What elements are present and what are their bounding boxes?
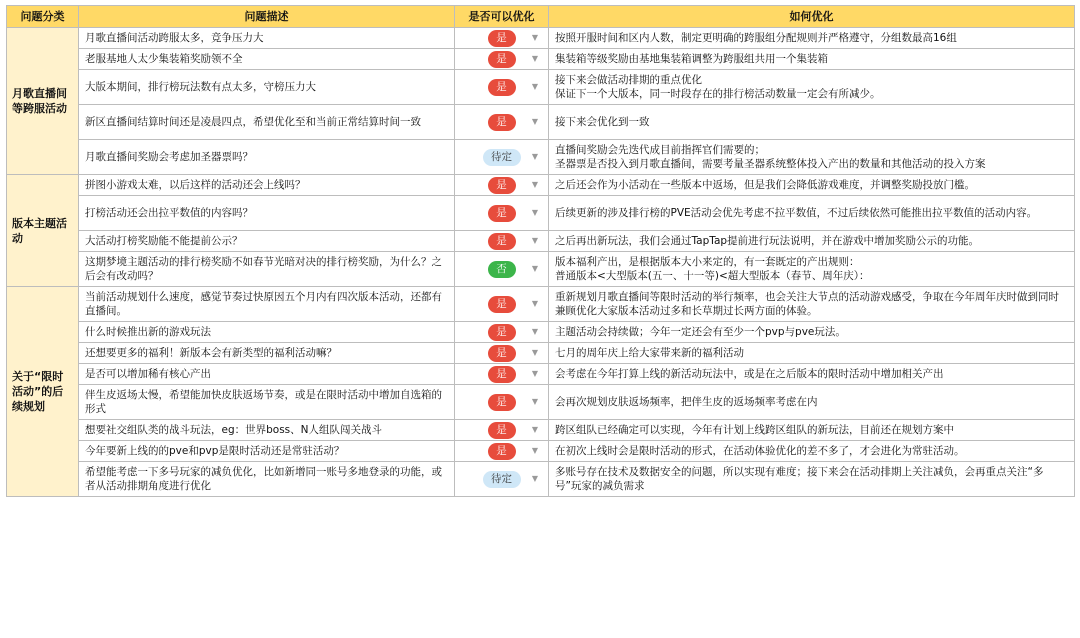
question-cell: 什么时候推出新的游戏玩法	[79, 322, 455, 343]
table-row	[7, 322, 1075, 343]
optimizable-dropdown[interactable]	[455, 231, 549, 252]
question-cell: 还想要更多的福利！新版本会有新类型的福利活动嘛？	[79, 343, 455, 364]
table-row	[7, 343, 1075, 364]
solution-cell: 跨区组队已经确定可以实现，今年有计划上线跨区组队的新玩法，目前还在规划方案中	[549, 420, 1075, 441]
header-row	[7, 6, 1075, 28]
solution-cell: 后续更新的涉及排行榜的PVE活动会优先考虑不拉平数值，不过后续依然可能推出拉平数值的活动内容。	[549, 196, 1075, 231]
status-badge: 是	[488, 394, 516, 411]
status-badge: 是	[488, 366, 516, 383]
chevron-down-icon[interactable]: ▼	[531, 236, 538, 245]
table-row	[7, 49, 1075, 70]
question-cell: 老服基地人太少集装箱奖励领不全	[79, 49, 455, 70]
question-cell: 大版本期间，排行榜玩法数有点太多，守榜压力大	[79, 70, 455, 105]
table-row	[7, 420, 1075, 441]
solution-cell: 在初次上线时会是限时活动的形式，在活动体验优化的差不多了，才会进化为常驻活动。	[549, 441, 1075, 462]
question-cell: 月歌直播间奖励会考虑加圣器票吗？	[79, 140, 455, 175]
optimizable-dropdown[interactable]	[455, 49, 549, 70]
table-row	[7, 175, 1075, 196]
header-description: 问题描述	[79, 6, 455, 28]
table-row	[7, 196, 1075, 231]
chevron-down-icon[interactable]: ▼	[531, 397, 538, 406]
chevron-down-icon[interactable]: ▼	[531, 82, 538, 91]
status-badge: 是	[488, 345, 516, 362]
status-badge: 是	[488, 422, 516, 439]
status-badge: 是	[488, 296, 516, 313]
solution-cell: 集装箱等级奖励由基地集装箱调整为跨服组共用一个集装箱	[549, 49, 1075, 70]
chevron-down-icon[interactable]: ▼	[531, 327, 538, 336]
question-cell: 是否可以增加稀有核心产出	[79, 364, 455, 385]
chevron-down-icon[interactable]: ▼	[531, 348, 538, 357]
table-row	[7, 105, 1075, 140]
status-badge: 待定	[483, 471, 521, 488]
chevron-down-icon[interactable]: ▼	[531, 299, 538, 308]
optimizable-dropdown[interactable]	[455, 441, 549, 462]
table-body	[7, 28, 1075, 497]
optimizable-dropdown[interactable]	[455, 364, 549, 385]
status-badge: 否	[488, 261, 516, 278]
status-badge: 是	[488, 177, 516, 194]
solution-cell: 接下来会优化到一致	[549, 105, 1075, 140]
chevron-down-icon[interactable]: ▼	[531, 208, 538, 217]
solution-cell: 之后还会作为小活动在一些版本中返场，但是我们会降低游戏难度，并调整奖励投放门槛。	[549, 175, 1075, 196]
table-row	[7, 70, 1075, 105]
chevron-down-icon[interactable]: ▼	[531, 264, 538, 273]
solution-cell: 会再次规划皮肤返场频率，把伴生皮的返场频率考虑在内	[549, 385, 1075, 420]
solution-cell: 重新规划月歌直播间等限时活动的举行频率，也会关注大节点的活动游戏感受，争取在今年周年庆时做到同时兼顾优化大家版本活动过多和长草期过长两方面的体验。	[549, 287, 1075, 322]
solution-cell: 直播间奖励会先迭代成目前指挥官们需要的； 圣器票是否投入到月歌直播间，需要考量圣器系统整体投入产出的数量和其他活动的投入方案	[549, 140, 1075, 175]
status-badge: 是	[488, 30, 516, 47]
table-row	[7, 287, 1075, 322]
optimizable-dropdown[interactable]	[455, 28, 549, 49]
table-row	[7, 462, 1075, 497]
optimizable-dropdown[interactable]	[455, 140, 549, 175]
optimizable-dropdown[interactable]	[455, 105, 549, 140]
category-cell: 关于“限时活动”的后续规划	[7, 287, 79, 497]
question-cell: 拼图小游戏太难，以后这样的活动还会上线吗？	[79, 175, 455, 196]
question-cell: 当前活动规划什么速度，感觉节奏过快原因五个月内有四次版本活动，还都有直播间。	[79, 287, 455, 322]
solution-cell: 多账号存在技术及数据安全的问题，所以实现有难度；接下来会在活动排期上关注减负，会再重点关注“多号”玩家的减负需求	[549, 462, 1075, 497]
optimizable-dropdown[interactable]	[455, 252, 549, 287]
table-row	[7, 441, 1075, 462]
table-row	[7, 252, 1075, 287]
chevron-down-icon[interactable]: ▼	[531, 54, 538, 63]
status-badge: 是	[488, 233, 516, 250]
chevron-down-icon[interactable]: ▼	[531, 152, 538, 161]
chevron-down-icon[interactable]: ▼	[531, 33, 538, 42]
chevron-down-icon[interactable]: ▼	[531, 117, 538, 126]
optimizable-dropdown[interactable]	[455, 462, 549, 497]
chevron-down-icon[interactable]: ▼	[531, 446, 538, 455]
optimizable-dropdown[interactable]	[455, 287, 549, 322]
header-category: 问题分类	[7, 6, 79, 28]
solution-cell: 版本福利产出，是根据版本大小来定的，有一套既定的产出规则： 普通版本<大型版本(五一、十一等)<超大型版本（春节、周年庆）：	[549, 252, 1075, 287]
question-cell: 想要社交组队类的战斗玩法，eg：世界boss、N人组队闯关战斗	[79, 420, 455, 441]
question-cell: 今年要新上线的的pve和pvp是限时活动还是常驻活动？	[79, 441, 455, 462]
table-row	[7, 364, 1075, 385]
chevron-down-icon[interactable]: ▼	[531, 474, 538, 483]
category-cell: 月歌直播间等跨服活动	[7, 28, 79, 175]
header-optimizable: 是否可以优化	[455, 6, 549, 28]
chevron-down-icon[interactable]: ▼	[531, 180, 538, 189]
feedback-table	[6, 5, 1075, 497]
chevron-down-icon[interactable]: ▼	[531, 425, 538, 434]
solution-cell: 之后再出新玩法，我们会通过TapTap提前进行玩法说明，并在游戏中增加奖励公示的功能。	[549, 231, 1075, 252]
question-cell: 新区直播间结算时间还是凌晨四点，希望优化至和当前正常结算时间一致	[79, 105, 455, 140]
optimizable-dropdown[interactable]	[455, 420, 549, 441]
question-cell: 大活动打榜奖励能不能提前公示？	[79, 231, 455, 252]
status-badge: 待定	[483, 149, 521, 166]
status-badge: 是	[488, 51, 516, 68]
question-cell: 伴生皮返场太慢，希望能加快皮肤返场节奏，或是在限时活动中增加自选箱的形式	[79, 385, 455, 420]
question-cell: 希望能考虑一下多号玩家的减负优化，比如新增同一账号多地登录的功能，或者从活动排期角度进行优化	[79, 462, 455, 497]
optimizable-dropdown[interactable]	[455, 343, 549, 364]
table-row	[7, 385, 1075, 420]
solution-cell: 七月的周年庆上给大家带来新的福利活动	[549, 343, 1075, 364]
optimizable-dropdown[interactable]	[455, 175, 549, 196]
status-badge: 是	[488, 79, 516, 96]
solution-cell: 会考虑在今年打算上线的新活动玩法中，或是在之后版本的限时活动中增加相关产出	[549, 364, 1075, 385]
solution-cell: 按照开服时间和区内人数，制定更明确的跨服组分配规则并严格遵守，分组数最高16组	[549, 28, 1075, 49]
question-cell: 打榜活动还会出拉平数值的内容吗？	[79, 196, 455, 231]
solution-cell: 主题活动会持续做；今年一定还会有至少一个pvp与pve玩法。	[549, 322, 1075, 343]
chevron-down-icon[interactable]: ▼	[531, 369, 538, 378]
header-solution: 如何优化	[549, 6, 1075, 28]
status-badge: 是	[488, 114, 516, 131]
status-badge: 是	[488, 443, 516, 460]
table-row	[7, 28, 1075, 49]
status-badge: 是	[488, 324, 516, 341]
solution-cell: 接下来会做活动排期的重点优化 保证下一个大版本，同一时段存在的排行榜活动数量一定会有所减少。	[549, 70, 1075, 105]
question-cell: 月歌直播间活动跨服太多，竞争压力大	[79, 28, 455, 49]
optimizable-dropdown[interactable]	[455, 322, 549, 343]
table-row	[7, 140, 1075, 175]
question-cell: 这期梦境主题活动的排行榜奖励不如春节光暗对决的排行榜奖励，为什么？之后会有改动吗？	[79, 252, 455, 287]
optimizable-dropdown[interactable]	[455, 70, 549, 105]
status-badge: 是	[488, 205, 516, 222]
optimizable-dropdown[interactable]	[455, 196, 549, 231]
table-row	[7, 231, 1075, 252]
optimizable-dropdown[interactable]	[455, 385, 549, 420]
category-cell: 版本主题活动	[7, 175, 79, 287]
